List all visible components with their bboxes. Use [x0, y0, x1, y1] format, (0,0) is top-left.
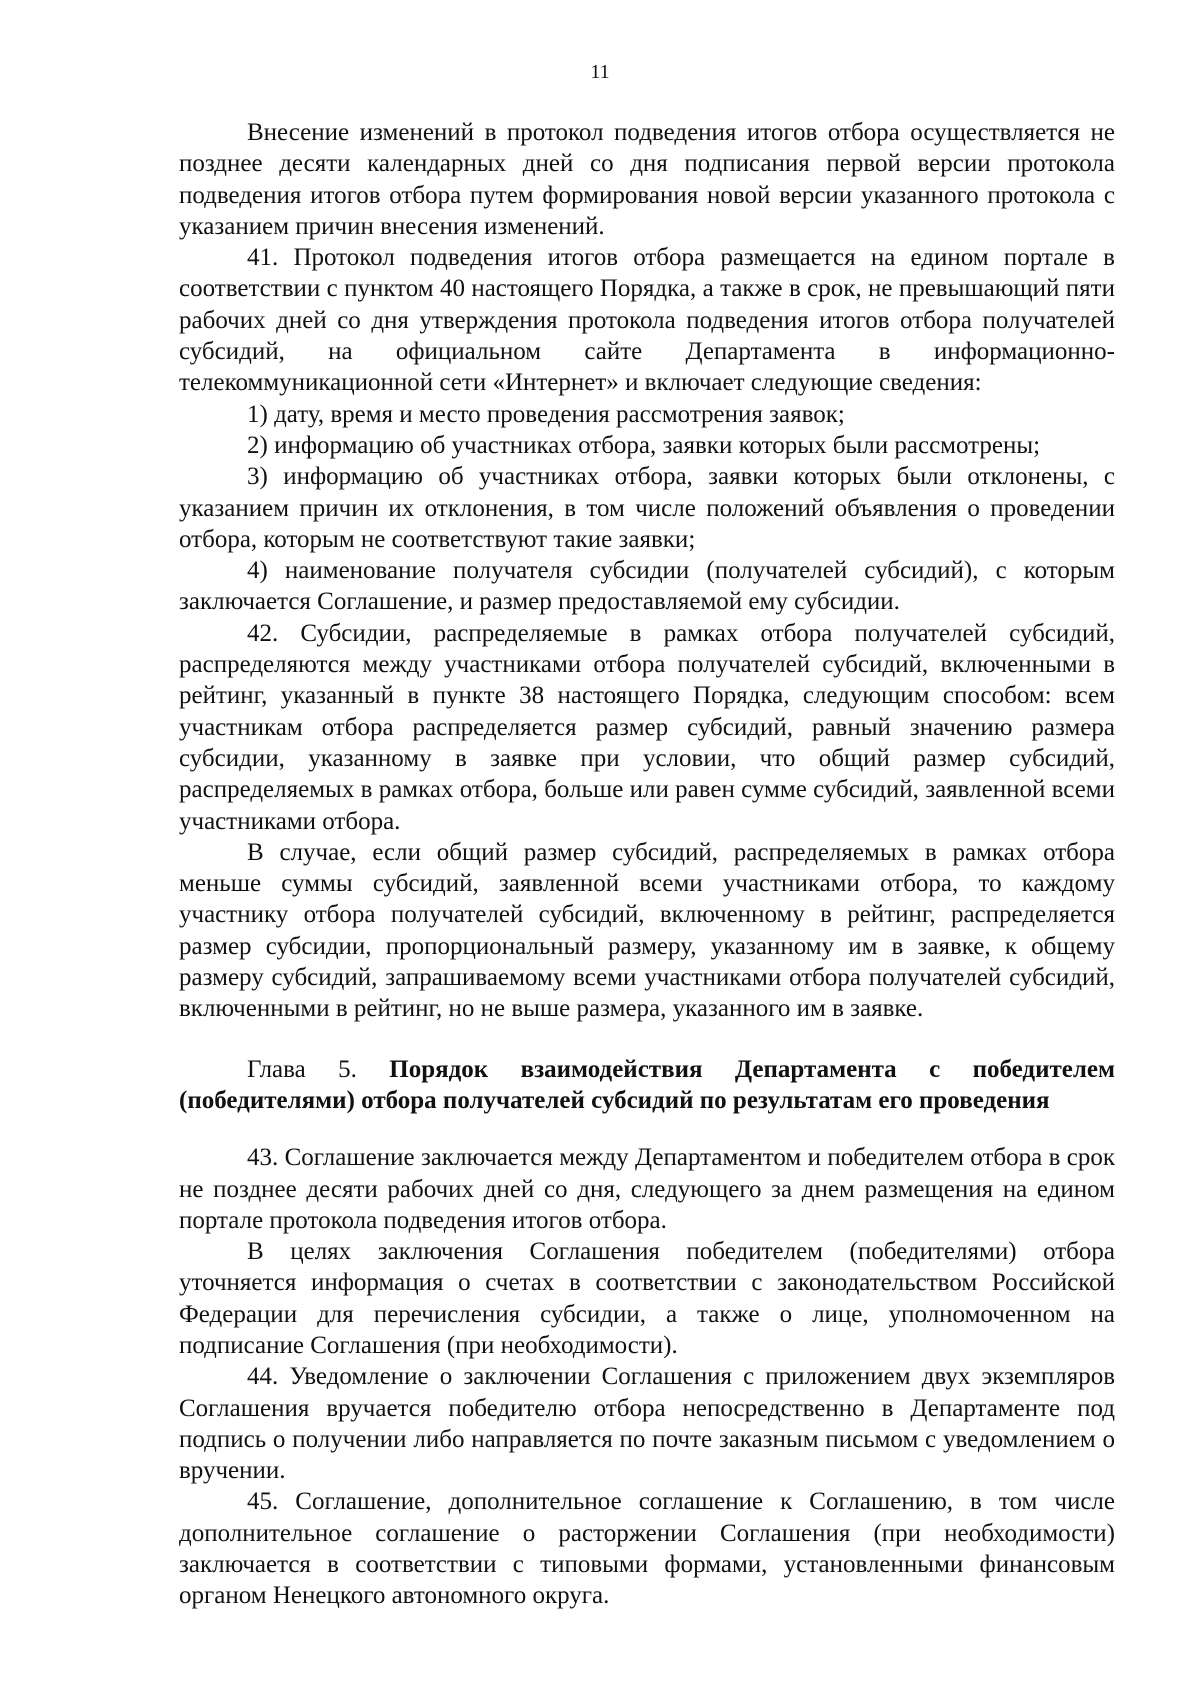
page-number: 11 — [590, 61, 610, 83]
paragraph-43-accounts: В целях заключения Соглашения победителем (победителями) отбора уточняется информация о счетах в соответствии с законодательством Российской Федерации для перечисления субсидии, а также о лице, уполномоченном на подписание Соглашения (при необходимости). — [179, 1238, 1115, 1359]
list-item-41-4: 4) наименование получателя субсидии (получателей субсидий), с которым заключается Соглашение, и размер предоставляемой ему субсидии. — [179, 557, 1115, 616]
chapter-heading — [179, 1054, 1115, 1117]
chapter-number: Глава 5. — [247, 1055, 357, 1083]
list-item-41-2: 2) информацию об участниках отбора, заявки которых были рассмотрены; — [247, 431, 1041, 459]
paragraph-45: 45. Соглашение, дополнительное соглашение к Соглашению, в том числе дополнительное соглашение о расторжении Соглашения (при необходимости) заключается в соответствии с типовыми формами, установленными финансовым органом Ненецкого автономного округа. — [179, 1488, 1115, 1610]
spacer — [179, 1116, 1115, 1142]
document-body — [179, 117, 1115, 1612]
list-item-41-3: 3) информацию об участниках отбора, заявки которых были отклонены, с указанием причин их отклонения, в том числе положений объявления о проведении отбора, которым не соответствуют такие заявки; — [179, 463, 1115, 553]
paragraph-amendment-protocol: Внесение изменений в протокол подведения итогов отбора осуществляется не позднее десяти календарных дней со дня подписания первой версии протокола подведения итогов отбора путем формирования новой версии указанного протокола с указанием причин внесения изменений. — [179, 119, 1115, 240]
chapter-title: Порядок взаимодействия Департамента с победителем (победителями) отбора получателей субсидий по результатам его проведения — [179, 1055, 1116, 1114]
list-item-41-1: 1) дату, время и место проведения рассмотрения заявок; — [247, 400, 845, 428]
paragraph-43: 43. Соглашение заключается между Департаментом и победителем отбора в срок не позднее десяти рабочих дней со дня, следующего за днем размещения на едином портале протокола подведения итогов отбора. — [179, 1144, 1115, 1234]
paragraph-44: 44. Уведомление о заключении Соглашения с приложением двух экземпляров Соглашения вручается победителю отбора непосредственно в Департаменте под подпись о получении либо направляется по почте заказным письмом с уведомлением о вручении. — [179, 1363, 1115, 1485]
paragraph-42: 42. Субсидии, распределяемые в рамках отбора получателей субсидий, распределяются между участниками отбора получателей субсидий, включенными в рейтинг, указанный в пункте 38 настоящего Порядка, следующим способом: всем участникам отбора распределяется размер субсидий, равный значению размера субсидии, указанному в заявке при условии, что общий размер субсидий, распределяемых в рамках отбора, больше или равен сумме субсидий, заявленной всеми участниками отбора. — [179, 619, 1115, 835]
paragraph-41: 41. Протокол подведения итогов отбора размещается на едином портале в соответствии с пунктом 40 настоящего Порядка, а также в срок, не превышающий пяти рабочих дней со дня утверждения протокола подведения итогов отбора получателей субсидий, на официальном сайте Департамента в информационно-телекоммуникационной сети «Интернет» и включает следующие сведения: — [179, 244, 1115, 397]
paragraph-42-proportional: В случае, если общий размер субсидий, распределяемых в рамках отбора меньше суммы субсидий, заявленной всеми участниками отбора, то каждому участнику отбора получателей субсидий, включенному в рейтинг, распределяется размер субсидии, пропорциональный размеру, указанному им в заявке, к общему размеру субсидий, запрашиваемому всеми участниками отбора получателей субсидий, включенными в рейтинг, но не выше размера, указанного им в заявке. — [179, 838, 1115, 1023]
spacer — [179, 1025, 1115, 1054]
